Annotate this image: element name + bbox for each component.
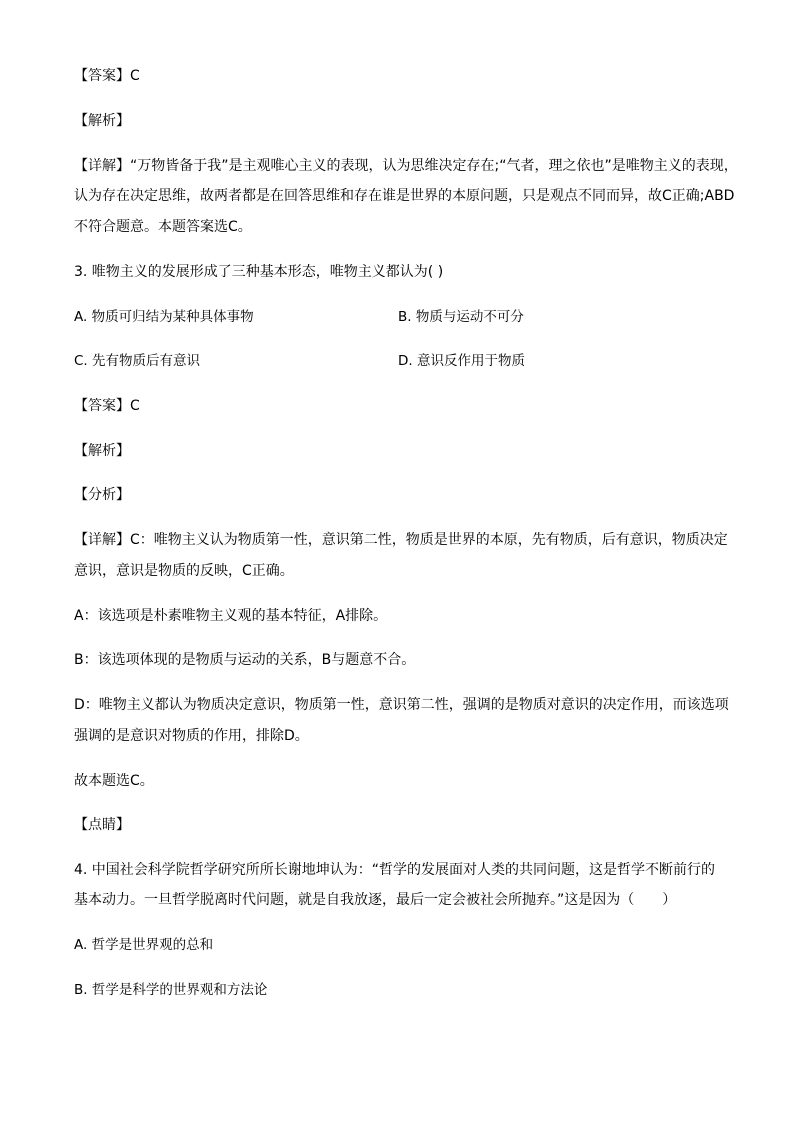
explain-d-line-1: D：唯物主义都认为物质决定意识，物质第一性，意识第二性，强调的是物质对意识的决定作用，而该选项 bbox=[74, 697, 729, 713]
question-4-line-1: 4. 中国社会科学院哲学研究所所长谢地坤认为：“哲学的发展面对人类的共同问题，这是哲学不断前行的 bbox=[74, 862, 716, 878]
q3-option-b: B. 物质与运动不可分 bbox=[398, 309, 524, 325]
q3-option-c: C. 先有物质后有意识 bbox=[74, 353, 201, 369]
answer-label-2: 【答案】C bbox=[74, 398, 140, 414]
analysis-label-2: 【解析】 bbox=[74, 443, 130, 459]
detail-line-2: 认为存在决定思维，故两者都是在回答思维和存在谁是世界的本原问题，只是观点不同而异，故C正确;ABD bbox=[74, 188, 735, 204]
detail-line-3: 不符合题意。本题答案选C。 bbox=[74, 219, 252, 235]
detail2-line-2: 意识，意识是物质的反映，C正确。 bbox=[74, 563, 294, 579]
question-4-line-2: 基本动力。一旦哲学脱离时代问题，就是自我放逐，最后一定会被社会所抛弃。”这是因为（ ） bbox=[74, 892, 677, 908]
analysis-label: 【解析】 bbox=[74, 113, 130, 129]
q4-option-b: B. 哲学是科学的世界观和方法论 bbox=[74, 982, 268, 998]
explain-d-line-2: 强调的是意识对物质的作用，排除D。 bbox=[74, 728, 309, 744]
q4-option-a: A. 哲学是世界观的总和 bbox=[74, 937, 214, 953]
detail2-line-1: 【详解】C：唯物主义认为物质第一性，意识第二性，物质是世界的本原，先有物质，后有意识，物质决定 bbox=[74, 532, 728, 548]
fenxi-label: 【分析】 bbox=[74, 487, 130, 503]
q3-option-a: A. 物质可归结为某种具体事物 bbox=[74, 309, 254, 325]
explain-b: B：该选项体现的是物质与运动的关系，B与题意不合。 bbox=[74, 652, 416, 668]
explain-a: A：该选项是朴素唯物主义观的基本特征，A排除。 bbox=[74, 608, 388, 624]
answer-label: 【答案】C bbox=[74, 68, 140, 84]
detail-line-1: 【详解】“万物皆备于我”是主观唯心主义的表现，认为思维决定存在;“气者，理之依也”是唯物主义的表现， bbox=[74, 158, 738, 174]
dianjing-label: 【点睛】 bbox=[74, 817, 130, 833]
question-3: 3. 唯物主义的发展形成了三种基本形态，唯物主义都认为( ) bbox=[74, 264, 444, 280]
conclusion: 故本题选C。 bbox=[74, 773, 154, 789]
q3-option-d: D. 意识反作用于物质 bbox=[398, 353, 525, 369]
